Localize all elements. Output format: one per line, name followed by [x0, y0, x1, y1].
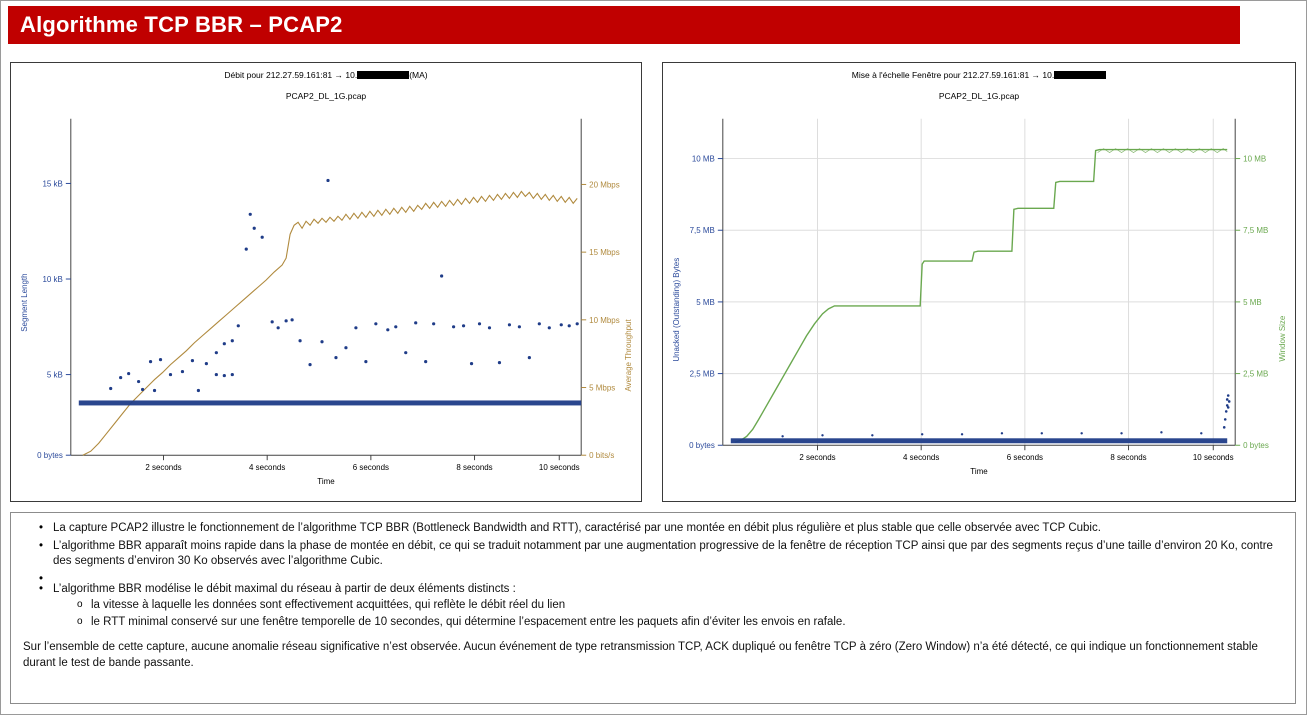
- svg-text:2,5 MB: 2,5 MB: [1243, 369, 1269, 379]
- svg-text:6 seconds: 6 seconds: [1006, 453, 1044, 463]
- svg-text:15 Mbps: 15 Mbps: [589, 248, 620, 258]
- svg-text:2 seconds: 2 seconds: [799, 453, 836, 463]
- notes-bullet-list: [31, 521, 1285, 630]
- svg-text:8 seconds: 8 seconds: [456, 463, 493, 473]
- notes-sub-list: [77, 598, 1285, 630]
- svg-text:5 kB: 5 kB: [46, 370, 63, 380]
- chart-title-prefix-2: Mise à l'échelle Fenêtre pour 212.27.59.161:81 → 10.: [851, 70, 1055, 80]
- chart-panel-throughput: [10, 62, 642, 502]
- svg-text:10 Mbps: 10 Mbps: [589, 315, 620, 325]
- list-item: [43, 521, 1285, 537]
- svg-text:Segment Length: Segment Length: [19, 273, 29, 332]
- svg-text:Average Throughput: Average Throughput: [624, 319, 634, 392]
- chart-title-prefix: Débit pour 212.27.59.161:81 → 10.: [224, 70, 358, 80]
- svg-text:6 seconds: 6 seconds: [352, 463, 390, 473]
- svg-text:Unacked (Outstanding) Bytes: Unacked (Outstanding) Bytes: [671, 257, 681, 362]
- svg-text:4 seconds: 4 seconds: [249, 463, 286, 473]
- notes-summary: Sur l’ensemble de cette capture, aucune anomalie réseau significative n’est observée. Aucun événement de type retransmission TCP, ACK dupliqué ou fenêtre TCP à zéro (Zero Window) n’a été détecté, ce qui indique un fonctionnement stable durant le test de bande passante.: [23, 641, 1258, 669]
- bullet-text: L’algorithme BBR apparaît moins rapide dans la phase de montée en débit, ce qui se traduit notamment par une augmentation progressive de la fenêtre de réception TCP ainsi que par des segments reçus d’une taille d’environ 20 Ko, contre des segments d’environ 30 Ko observés avec l’algorithme Cubic.: [53, 539, 1273, 568]
- svg-text:10 MB: 10 MB: [691, 154, 715, 164]
- bullet-text: La capture PCAP2 illustre le fonctionnement de l’algorithme TCP BBR (Bottleneck Bandwidth and RTT), caractérisé par une montée en débit plus régulière et plus stable que celle observée avec TCP Cubic.: [53, 522, 1101, 534]
- chart-panel-window-scaling: [662, 62, 1296, 502]
- svg-text:10 seconds: 10 seconds: [1192, 453, 1234, 463]
- svg-text:10 seconds: 10 seconds: [538, 463, 580, 473]
- svg-text:0 bits/s: 0 bits/s: [589, 451, 615, 461]
- throughput-plot: [11, 63, 641, 501]
- notes-panel: [10, 512, 1296, 704]
- svg-text:20 Mbps: 20 Mbps: [589, 180, 620, 190]
- list-item: [43, 582, 1285, 631]
- chart-subtitle-throughput: PCAP2_DL_1G.pcap: [285, 91, 367, 101]
- svg-text:2 seconds: 2 seconds: [145, 463, 182, 473]
- svg-text:Time: Time: [317, 477, 335, 487]
- window-scaling-plot: [663, 63, 1295, 501]
- list-item: [43, 539, 1285, 570]
- slide-title-bar: [8, 6, 1240, 44]
- chart-title-suffix: (MA): [409, 70, 428, 80]
- list-spacer: [43, 572, 1285, 580]
- svg-text:2,5 MB: 2,5 MB: [689, 369, 715, 379]
- svg-text:0 bytes: 0 bytes: [37, 451, 63, 461]
- svg-text:10 kB: 10 kB: [42, 275, 63, 284]
- list-item: [77, 598, 1285, 614]
- svg-text:0 bytes: 0 bytes: [1243, 441, 1269, 451]
- svg-text:5 MB: 5 MB: [1243, 297, 1262, 307]
- chart-subtitle-window: PCAP2_DL_1G.pcap: [938, 91, 1020, 101]
- sub-bullet-text: le RTT minimal conservé sur une fenêtre temporelle de 10 secondes, qui détermine l’espacement entre les paquets afin d’éviter les envois en rafale.: [91, 615, 846, 628]
- svg-text:7,5 MB: 7,5 MB: [689, 226, 715, 236]
- svg-text:Time: Time: [970, 467, 988, 477]
- svg-text:5 MB: 5 MB: [696, 297, 715, 307]
- svg-text:Window Size: Window Size: [1278, 315, 1288, 362]
- svg-text:5 Mbps: 5 Mbps: [589, 383, 616, 393]
- svg-text:10 MB: 10 MB: [1243, 154, 1267, 164]
- svg-text:7,5 MB: 7,5 MB: [1243, 226, 1269, 236]
- bullet-text: L’algorithme BBR modélise le débit maximal du réseau à partir de deux éléments distincts :: [53, 582, 516, 595]
- sub-bullet-text: la vitesse à laquelle les données sont effectivement acquittées, qui reflète le débit réel du lien: [91, 599, 566, 612]
- svg-text:8 seconds: 8 seconds: [1110, 453, 1147, 463]
- svg-text:0 bytes: 0 bytes: [689, 441, 715, 451]
- list-item: [77, 615, 1285, 631]
- page-title: Algorithme TCP BBR – PCAP2: [20, 12, 343, 37]
- svg-text:15 kB: 15 kB: [42, 179, 63, 189]
- svg-text:4 seconds: 4 seconds: [903, 453, 940, 463]
